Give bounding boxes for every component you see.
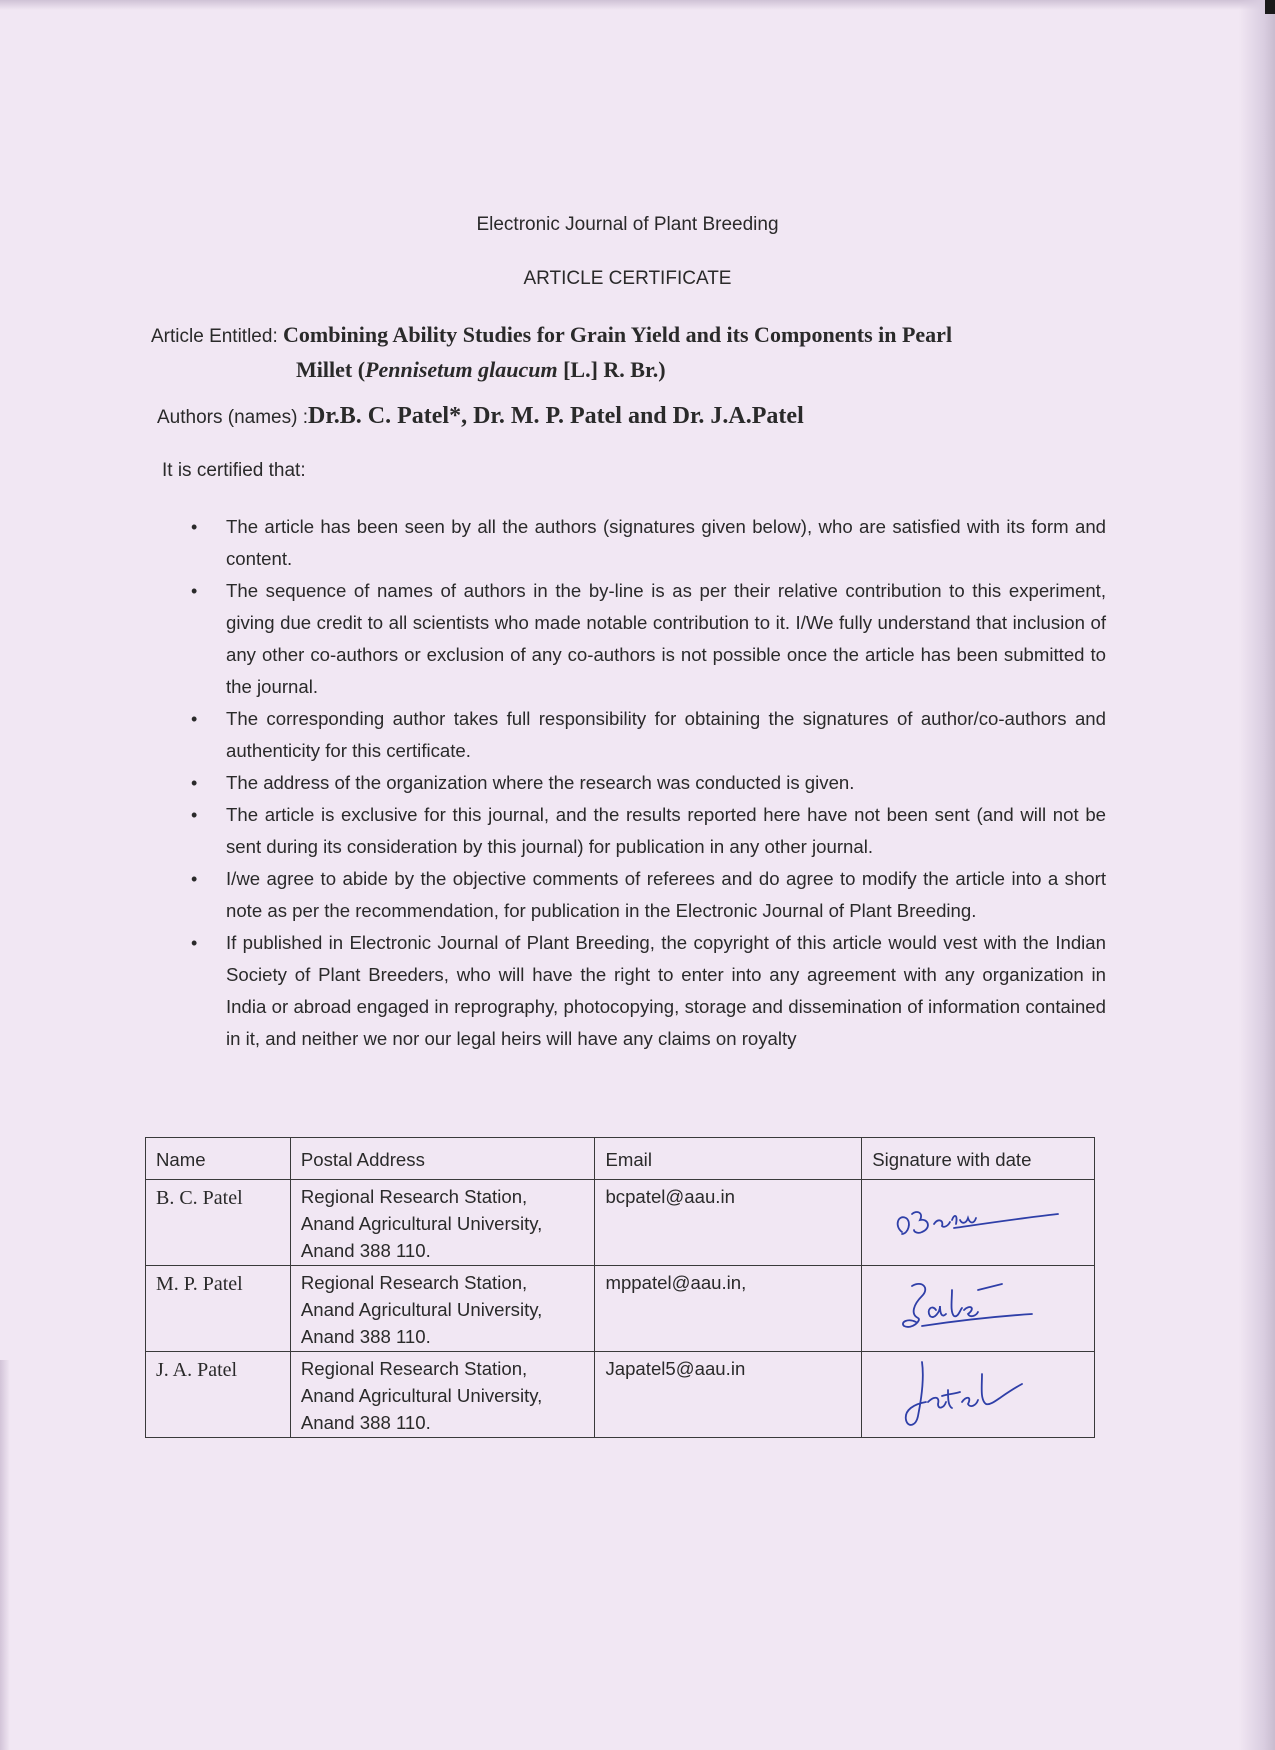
list-item-text: The article has been seen by all the authors (signatures given below), who are satisfied with its form and content.: [226, 516, 1106, 569]
authors-label: Authors (names) :: [157, 407, 308, 428]
address-line: Anand Agricultural University,: [300, 1299, 543, 1320]
table-row: [146, 1180, 1095, 1266]
authors-block: [157, 403, 1157, 430]
bullet-icon: •: [191, 517, 198, 537]
bullet-icon: •: [191, 709, 198, 729]
address-line: Anand 388 110.: [300, 1326, 431, 1347]
address-line: Regional Research Station,: [300, 1358, 528, 1379]
list-item-text: The sequence of names of authors in the by-line is as per their relative contribution to this experiment, giving due credit to all scientists who made notable contribution to it. I/We fully understand that inclusion of any other co-authors or exclusion of any co-authors is not possible once the article has been submitted to the journal.: [226, 580, 1106, 697]
address-line: Regional Research Station,: [300, 1272, 528, 1293]
author-email: mppatel@aau.in,: [595, 1266, 862, 1352]
certification-list: [188, 511, 1106, 1055]
journal-name: Electronic Journal of Plant Breeding: [476, 214, 779, 235]
bullet-icon: •: [191, 869, 198, 889]
author-address: [290, 1180, 595, 1266]
list-item-text: If published in Electronic Journal of Plant Breeding, the copyright of this article would vest with the Indian Society of Plant Breeders, who will have the right to enter into any agreement with any organization in India or abroad engaged in reprography, photocopying, storage and dissemination of information contained in it, and neither we nor our legal heirs will have any claims on royalty: [226, 932, 1106, 1049]
authors-names: Dr.B. C. Patel*, Dr. M. P. Patel and Dr. J.A.Patel: [308, 403, 804, 429]
list-item: [188, 863, 1106, 927]
author-name: J. A. Patel: [146, 1352, 291, 1438]
column-header-address: Postal Address: [290, 1138, 595, 1180]
author-name: B. C. Patel: [146, 1180, 291, 1266]
list-item: [188, 575, 1106, 703]
article-title-line2-post: [L.] R. Br.): [557, 357, 666, 382]
author-signature: [862, 1266, 1095, 1352]
address-line: Anand 388 110.: [300, 1412, 431, 1433]
list-item: [188, 703, 1106, 767]
article-title-block: [151, 318, 1111, 386]
address-line: Anand Agricultural University,: [300, 1213, 543, 1234]
article-title-species: Pennisetum glaucum: [365, 357, 558, 382]
list-item: [188, 799, 1106, 863]
article-title-label: Article Entitled:: [151, 326, 283, 347]
list-item-text: The article is exclusive for this journal, and the results reported here have not been sent (and will not be sent during its consideration by this journal) for publication in any other journal.: [226, 804, 1106, 857]
bullet-icon: •: [191, 933, 198, 953]
handwritten-signature: [882, 1270, 1082, 1346]
column-header-email: Email: [595, 1138, 862, 1180]
author-address: [290, 1352, 595, 1438]
article-title-line2: [151, 353, 1111, 386]
address-line: Regional Research Station,: [300, 1186, 528, 1207]
handwritten-signature: [882, 1184, 1082, 1260]
list-item: [188, 511, 1106, 575]
article-title-line1: Combining Ability Studies for Grain Yield and its Components in Pearl: [283, 322, 953, 347]
list-item-text: I/we agree to abide by the objective comments of referees and do agree to modify the article into a short note as per the recommendation, for publication in the Electronic Journal of Plant Breeding.: [226, 868, 1106, 921]
column-header-name: Name: [146, 1138, 291, 1180]
bullet-icon: •: [191, 805, 198, 825]
author-signature: [862, 1352, 1095, 1438]
column-header-signature: Signature with date: [862, 1138, 1095, 1180]
bullet-icon: •: [191, 581, 198, 601]
address-line: Anand Agricultural University,: [300, 1385, 543, 1406]
author-email: bcpatel@aau.in: [595, 1180, 862, 1266]
handwritten-signature: [882, 1356, 1082, 1432]
bullet-icon: •: [191, 773, 198, 793]
list-item: [188, 767, 1106, 799]
table-header-row: [146, 1138, 1095, 1180]
table-row: [146, 1352, 1095, 1438]
certified-intro: It is certified that:: [162, 460, 306, 481]
author-signature: [862, 1180, 1095, 1266]
author-email: Japatel5@aau.in: [595, 1352, 862, 1438]
author-signature-table: [145, 1137, 1095, 1438]
address-line: Anand 388 110.: [300, 1240, 431, 1261]
list-item-text: The address of the organization where the research was conducted is given.: [226, 772, 855, 793]
certificate-heading: ARTICLE CERTIFICATE: [523, 268, 732, 289]
list-item-text: The corresponding author takes full responsibility for obtaining the signatures of author/co-authors and authenticity for this certificate.: [226, 708, 1106, 761]
author-address: [290, 1266, 595, 1352]
article-title-line2-pre: Millet (: [296, 357, 366, 382]
table-row: [146, 1266, 1095, 1352]
author-name: M. P. Patel: [146, 1266, 291, 1352]
list-item: [188, 927, 1106, 1055]
